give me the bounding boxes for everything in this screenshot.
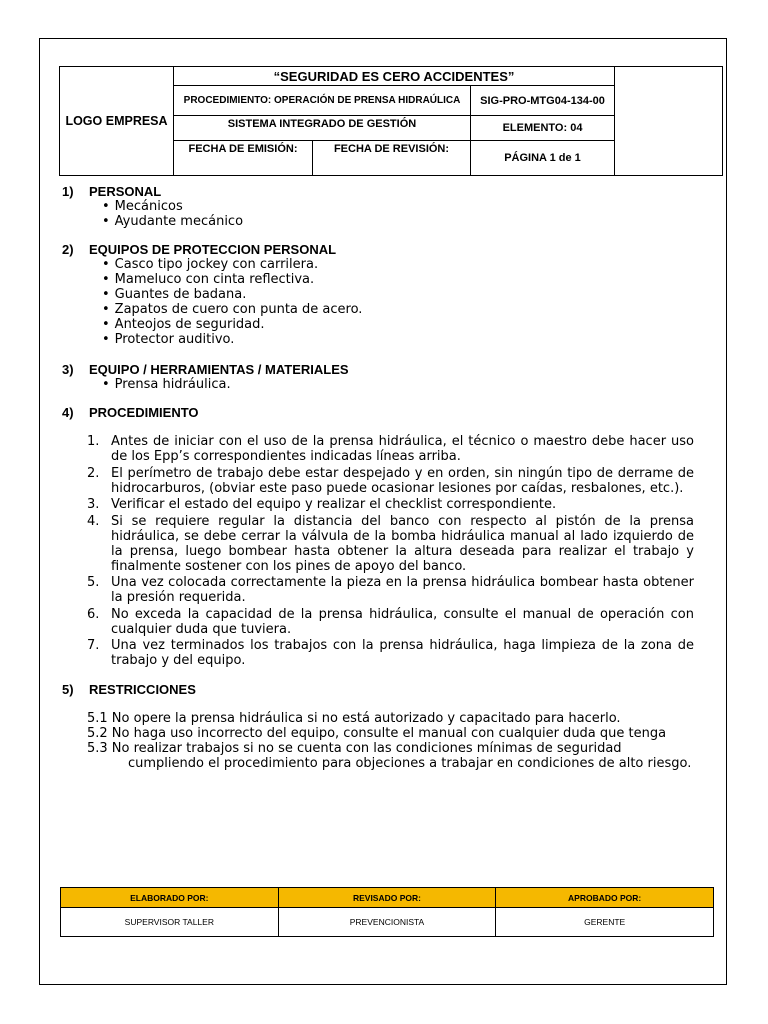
section-epp-heading: 2) EQUIPOS DE PROTECCION PERSONAL <box>62 242 337 257</box>
procedure-step: 4. Si se requiere regular la distancia del banco con respecto al pistón de la prensa hidráulica, se debe cerrar la válvula de la bomba hidráulica manual al lado izquierdo de la prensa, luego bombear hasta obtener la altura deseada para realizar el trabajo y finalmente sostener con los pines de apoyo del banco. <box>87 513 694 574</box>
restriction-item: 5.3 No realizar trabajos si no se cuenta con las condiciones mínimas de seguridad <box>87 740 622 756</box>
procedure-step: 3. Verificar el estado del equipo y realizar el checklist correspondiente. <box>87 497 557 512</box>
section-equipment-heading: 3) EQUIPO / HERRAMIENTAS / MATERIALES <box>62 362 349 377</box>
procedure-steps <box>62 434 694 668</box>
list-item: • Prensa hidráulica. <box>102 377 694 392</box>
section-procedure-heading: 4) PROCEDIMIENTO <box>62 405 199 420</box>
list-item: • Casco tipo jockey con carrilera. <box>102 257 694 272</box>
list-item: • Zapatos de cuero con punta de acero. <box>102 302 694 317</box>
approved-by-label: APROBADO POR: <box>496 888 714 908</box>
elaborated-by-label: ELABORADO POR: <box>61 888 279 908</box>
slogan: “SEGURIDAD ES CERO ACCIDENTES” <box>174 67 615 86</box>
epp-list <box>62 257 694 347</box>
issue-date-label: FECHA DE EMISIÓN: <box>174 141 313 176</box>
procedure-step: 2. El perímetro de trabajo debe estar despejado y en orden, sin ningún tipo de derrame de hidrocarburos, (obviar este paso puede ocasionar lesiones por caídas, resbalones, etc.). <box>87 465 694 496</box>
procedure-step: 7. Una vez terminados los trabajos con la prensa hidráulica, haga limpieza de la zona de trabajo y del equipo. <box>87 638 694 668</box>
list-item: • Ayudante mecánico <box>102 214 694 229</box>
document-code: SIG-PRO-MTG04-134-00 <box>471 86 615 116</box>
element-number: ELEMENTO: 04 <box>471 116 615 141</box>
document-body <box>62 184 694 771</box>
document-header <box>59 66 723 176</box>
management-system: SISTEMA INTEGRADO DE GESTIÓN <box>174 116 471 141</box>
elaborated-by-value: SUPERVISOR TALLER <box>61 908 279 937</box>
section-restrictions-heading: 5) RESTRICCIONES <box>62 681 196 697</box>
list-item: • Guantes de badana. <box>102 287 694 302</box>
equipment-list <box>62 377 694 392</box>
procedure-title: PROCEDIMIENTO: OPERACIÓN DE PRENSA HIDRAÚLICA <box>174 86 471 116</box>
page-number: PÁGINA 1 de 1 <box>471 141 615 176</box>
logo-placeholder: LOGO EMPRESA <box>60 67 174 176</box>
list-item: • Anteojos de seguridad. <box>102 317 694 332</box>
approval-table <box>60 887 714 937</box>
personal-list <box>62 199 694 229</box>
section-personal-heading: 1) PERSONAL <box>62 184 162 199</box>
procedure-step: 6. No exceda la capacidad de la prensa hidráulica, consulte el manual de operación con cualquier duda que tuviera. <box>87 606 694 637</box>
header-empty-cell <box>615 67 723 176</box>
revision-date-label: FECHA DE REVISIÓN: <box>313 141 471 176</box>
restriction-item-continuation: cumpliendo el procedimiento para objeciones a trabajar en condiciones de alto riesgo. <box>128 755 692 771</box>
list-item: • Mameluco con cinta reflectiva. <box>102 272 694 287</box>
approved-by-value: GERENTE <box>496 908 714 937</box>
list-item: • Protector auditivo. <box>102 332 694 347</box>
reviewed-by-label: REVISADO POR: <box>278 888 496 908</box>
procedure-step: 1. Antes de iniciar con el uso de la prensa hidráulica, el técnico o maestro debe hacer uso de los Epp’s correspondientes indicadas líneas arriba. <box>87 434 694 464</box>
procedure-step: 5. Una vez colocada correctamente la pieza en la prensa hidráulica bombear hasta obtener la presión requerida. <box>87 575 694 605</box>
list-item: • Mecánicos <box>102 199 694 214</box>
restriction-item: 5.2 No haga uso incorrecto del equipo, consulte el manual con cualquier duda que tenga <box>87 725 667 741</box>
restriction-item: 5.1 No opere la prensa hidráulica si no está autorizado y capacitado para hacerlo. <box>87 710 621 726</box>
reviewed-by-value: PREVENCIONISTA <box>278 908 496 937</box>
restrictions-list <box>62 711 694 771</box>
